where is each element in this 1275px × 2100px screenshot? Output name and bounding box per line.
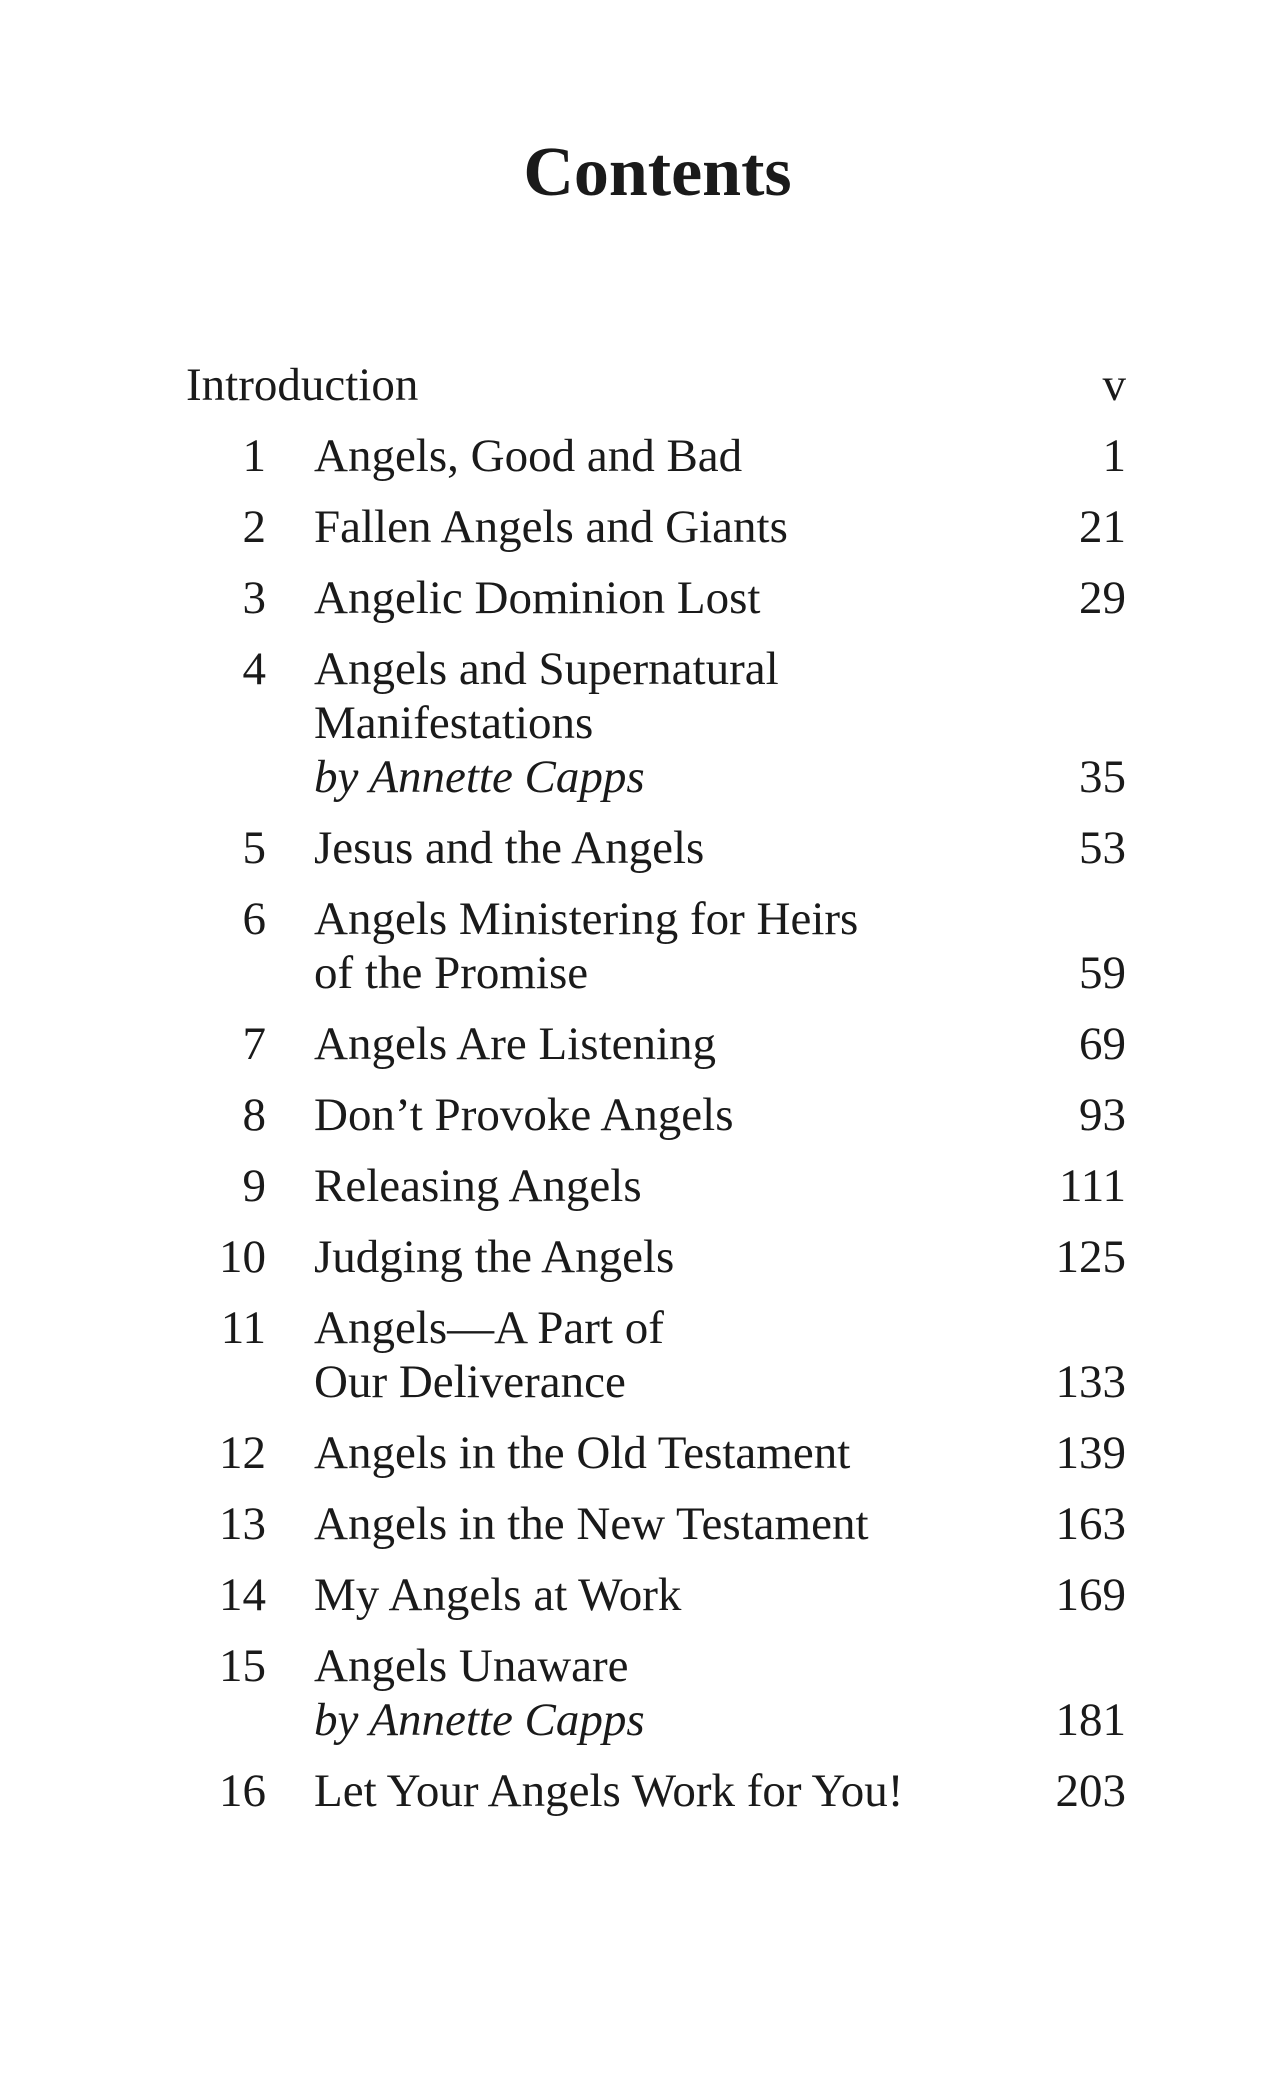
toc-entry-chapter-4[interactable] (186, 642, 1126, 804)
toc-entry-title-line: Angels—A Part of (314, 1302, 664, 1354)
toc-entry-title (314, 1497, 954, 1551)
toc-entry-title-line: Our Deliverance (314, 1356, 626, 1408)
toc-entry-number: 11 (220, 1302, 266, 1354)
toc-entry-title-line: Fallen Angels and Giants (314, 501, 788, 553)
toc-entry-title (314, 1088, 954, 1142)
toc-entry-page: 139 (1055, 1427, 1126, 1479)
toc-entry-page: 163 (1055, 1498, 1126, 1550)
toc-entry-title-line: Jesus and the Angels (314, 822, 705, 874)
toc-entry-title-line: Angels Unaware (314, 1640, 629, 1692)
toc-entry-title-line: Manifestations (314, 697, 594, 749)
toc-entry-chapter-16[interactable] (186, 1764, 1126, 1818)
toc-entry-number: 5 (242, 822, 266, 874)
toc-entry-chapter-11[interactable] (186, 1301, 1126, 1409)
toc-entry-title (314, 1301, 954, 1409)
toc-entry-title (314, 500, 954, 554)
toc-entry-page: 111 (1058, 1160, 1126, 1212)
toc-entry-number: 8 (242, 1089, 266, 1141)
toc-entry-title: Introduction (186, 359, 419, 411)
table-of-contents (186, 358, 1126, 1835)
toc-entry-page: 133 (1055, 1356, 1126, 1408)
toc-entry-title (314, 571, 954, 625)
toc-entry-title-line: Angels Are Listening (314, 1018, 717, 1070)
toc-entry-chapter-13[interactable] (186, 1497, 1126, 1551)
toc-entry-title-line: Angels Ministering for Heirs (314, 893, 859, 945)
toc-entry-number: 4 (242, 643, 266, 695)
toc-entry-page: 1 (1102, 430, 1126, 482)
toc-entry-introduction[interactable] (186, 358, 1126, 412)
toc-entry-title-line: Angels and Supernatural (314, 643, 779, 695)
page-title: Contents (523, 134, 792, 211)
toc-entry-title (314, 429, 954, 483)
toc-entry-title-line: My Angels at Work (314, 1569, 682, 1621)
toc-entry-page: 53 (1079, 822, 1126, 874)
toc-entry-chapter-2[interactable] (186, 500, 1126, 554)
toc-entry-page: v (1102, 359, 1126, 411)
toc-entry-chapter-3[interactable] (186, 571, 1126, 625)
toc-entry-byline: by Annette Capps (314, 1694, 645, 1746)
toc-entry-title (314, 1426, 954, 1480)
toc-entry-chapter-8[interactable] (186, 1088, 1126, 1142)
toc-entry-number: 6 (242, 893, 266, 945)
toc-entry-title (314, 1017, 954, 1071)
toc-entry-number: 7 (242, 1018, 266, 1070)
toc-entry-title (314, 1159, 954, 1213)
toc-entry-title-line: Don’t Provoke Angels (314, 1089, 734, 1141)
toc-entry-title-line: Let Your Angels Work for You! (314, 1765, 904, 1817)
toc-entry-chapter-5[interactable] (186, 821, 1126, 875)
toc-entry-page: 169 (1055, 1569, 1126, 1621)
toc-entry-number: 13 (219, 1498, 266, 1550)
toc-entry-number: 1 (242, 430, 266, 482)
toc-entry-number: 10 (219, 1231, 266, 1283)
toc-entry-number: 12 (219, 1427, 266, 1479)
toc-entry-title-line: Angels, Good and Bad (314, 430, 743, 482)
toc-entry-number: 9 (242, 1160, 266, 1212)
toc-entry-title-line: Judging the Angels (314, 1231, 675, 1283)
toc-entry-page: 29 (1079, 572, 1126, 624)
toc-entry-number: 3 (242, 572, 266, 624)
toc-entry-chapter-6[interactable] (186, 892, 1126, 1000)
toc-entry-chapter-10[interactable] (186, 1230, 1126, 1284)
toc-entry-chapter-1[interactable] (186, 429, 1126, 483)
toc-entry-title-line: Releasing Angels (314, 1160, 642, 1212)
toc-entry-page: 35 (1079, 751, 1126, 803)
toc-entry-title-line: Angelic Dominion Lost (314, 572, 761, 624)
toc-entry-page: 69 (1079, 1018, 1126, 1070)
toc-entry-number: 16 (219, 1765, 266, 1817)
toc-entry-chapter-14[interactable] (186, 1568, 1126, 1622)
toc-entry-chapter-7[interactable] (186, 1017, 1126, 1071)
toc-entry-page: 21 (1079, 501, 1126, 553)
toc-entry-page: 181 (1055, 1694, 1126, 1746)
toc-entry-page: 203 (1055, 1765, 1126, 1817)
toc-entry-title-line: Angels in the New Testament (314, 1498, 869, 1550)
toc-entry-title (314, 1568, 954, 1622)
toc-entry-page: 93 (1079, 1089, 1126, 1141)
toc-entry-chapter-12[interactable] (186, 1426, 1126, 1480)
toc-entry-title-line: of the Promise (314, 947, 589, 999)
toc-entry-title (314, 1639, 954, 1747)
toc-entry-number: 2 (242, 501, 266, 553)
toc-entry-chapter-9[interactable] (186, 1159, 1126, 1213)
toc-entry-title (314, 1230, 954, 1284)
toc-entry-number: 15 (219, 1640, 266, 1692)
chapter-list (186, 429, 1126, 1818)
toc-entry-title-line: Angels in the Old Testament (314, 1427, 851, 1479)
toc-entry-chapter-15[interactable] (186, 1639, 1126, 1747)
toc-entry-number: 14 (219, 1569, 266, 1621)
toc-entry-title (314, 821, 954, 875)
toc-entry-byline: by Annette Capps (314, 751, 645, 803)
toc-entry-title (314, 1764, 954, 1818)
toc-entry-page: 59 (1079, 947, 1126, 999)
toc-entry-title (314, 892, 954, 1000)
toc-entry-page: 125 (1055, 1231, 1126, 1283)
toc-entry-title (314, 642, 954, 804)
